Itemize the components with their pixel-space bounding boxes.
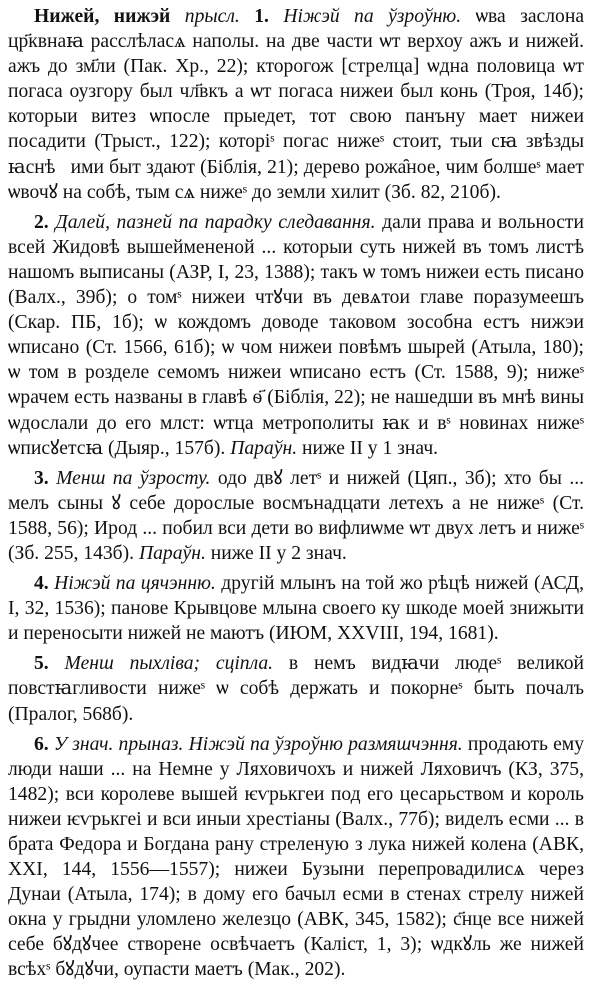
sense-2	[8, 210, 584, 461]
headword: Нижей, нижэй	[34, 6, 171, 27]
sense-citations: ѡва заслона цр҃квнаꙗ расслѣласѧ наполы. на две части ѡт верхоу ажъ и нижей. ажъ до зм҃ли (Пак. Хр., 22); кторогож [стрелца] ѡдна половица ѡт погаса оузгору был чл҃вкъ а ѡт погаса нижеи был конь (Троя, 14б); которыи витез ѡпосле прыедет, тот свою панъну мает нижеи посадити (Трыст., 122); которіˢ погас нижеˢ стоит, тыи сꙗ звѣзды ꙗснѣⷲими быт здают (Біблія, 21); дерево рожа̑ное, чим болшеˢ мает ѡвочꙋ на собѣ, тым сѧ нижеˢ до земли хилит (Зб. 82, 210б).	[8, 6, 585, 203]
sense-citations: другій млынъ на той жо рѣцѣ нижей (АСД, I, 32, 1536); панове Крывцове млына своего ку шкоде моей знижыти и переносыти нижей не маютъ (ИЮМ, XXVIII, 194, 1681).	[8, 573, 585, 645]
sense-number: 5.	[34, 653, 49, 675]
cross-ref-label: Параўн.	[230, 437, 298, 459]
sense-citations: дали права и вольности всей Жидовѣ вышеймененой ... которыи суть нижей въ томъ листѣ нашомъ выписаны (АЗР, I, 23, 1388); такъ ѡ томъ нижеи есть писано (Валх., 39б); о томˢ нижеи чтꙋчи въ девѧтои главе поразумеешъ (Скар. ПБ, 1б); ѡ кождомъ доводе таковом зособна естъ нижэи ѡписано (Ст. 1566, 61б); ѡ чом нижеи повѣмъ шырей (Атыла, 180); ѡ том в розделе семомъ нижеи ѡписано естъ (Ст. 1588, 9); нижеˢ ѡрачем есть названы в главѣ ѳ҃ (Біблія, 22); не нашедши въ мнѣ вины ѡдослали до его млст: ѡтца метрополиты ꙗк и вˢ новинах нижеˢ ѡписꙋетсꙗ (Дыяр., 157б).	[8, 211, 584, 459]
sense-4	[8, 571, 584, 646]
sense-number: 1.	[254, 6, 269, 27]
sense-gloss: Ніжэй па цячэнню.	[54, 573, 216, 595]
sense-number: 6.	[34, 733, 49, 755]
sense-6	[8, 732, 584, 983]
sense-gloss: У знач. прыназ. Ніжэй па ўзроўню размяшчэння.	[53, 733, 463, 755]
sense-3	[8, 466, 584, 566]
cross-ref: ниже II у 1 знач.	[302, 437, 439, 459]
sense-gloss: Менш пыхліва; сціпла.	[64, 653, 274, 675]
part-of-speech: прысл.	[184, 6, 240, 27]
sense-number: 3.	[34, 467, 49, 489]
sense-citations: одо двꙋ летˢ и нижей (Цяп., 3б); хто бы ... мелъ сыны ꙋ себе дорослые восмънадцати летехъ а не нижеˢ (Ст. 1588, 56); Ирод ... побил вси дети во вифлиѡме ѡт двух летъ и нижеˢ (Зб. 255, 143б).	[8, 467, 585, 564]
sense-number: 2.	[34, 211, 49, 233]
sense-1	[8, 4, 584, 205]
sense-gloss: Далей, пазней па парадку следавання.	[55, 211, 376, 233]
cross-ref-label: Параўн.	[138, 542, 206, 564]
sense-number: 4.	[34, 573, 49, 595]
sense-citations: в немъ видꙗчи людеˢ великой повстꙗгливости нижеˢ ѡ собѣ держать и покорнеˢ быть почалъ (Пралог, 568б).	[8, 653, 584, 725]
sense-5	[8, 651, 584, 726]
sense-gloss: Менш па ўзросту.	[56, 467, 211, 489]
sense-gloss: Ніжэй па ўзроўню.	[283, 6, 462, 27]
sense-citations: продають ему люди наши ... на Немне у Ляховичохъ и нижей Ляховичъ (КЗ, 375, 1482); вси королеве вышей ѥѵрькгеи под его цесарьством и король нижеи ѥѵрькгеі и вси иныи хрестіаны (Валх., 77б); виделъ есми ... в брата Федора и Богдана рану стреленую з лука нижей колена (АВК, XXI, 144, 1556—1557); нижеи Бузыни перепровадилисѧ через Дунаи (Атыла, 174); в дому его бачыл есми в стенах стрелу нижей окна у грыдни уломлено железцо (АВК, 345, 1582); с҃нце все нижей себе бꙋдꙋчее створене освѣчаетъ (Каліст, 1, 3); ѡдкꙋль же нижей всѣхˢ бꙋдꙋчи, оупасти маетъ (Мак., 202).	[8, 733, 585, 981]
cross-ref: ниже II у 2 знач.	[210, 542, 347, 564]
